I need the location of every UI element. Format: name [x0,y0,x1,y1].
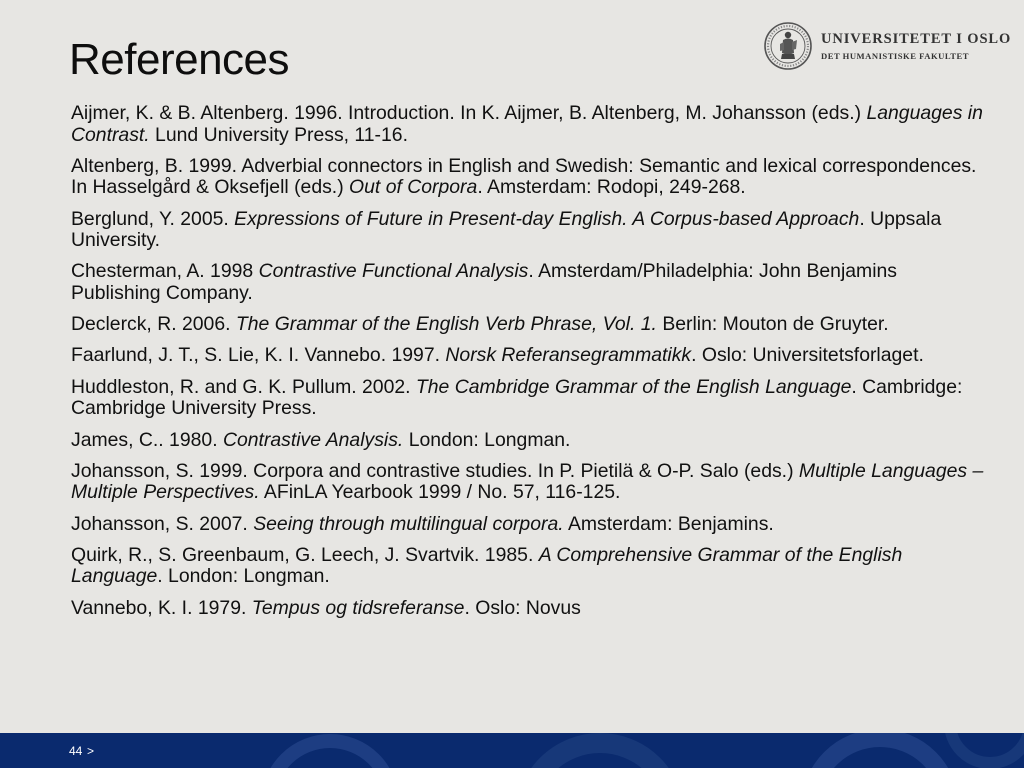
reference-text: Altenberg, B. 1999. Adverbial connectors in English and Swedish: Semantic and lexical correspondences. In Hasselgård & Oksefjell (eds.) [71,154,977,199]
footer-decoration [0,733,1024,768]
reference-text: London: Longman. [403,428,571,451]
reference-text: Johansson, S. 1999. Corpora and contrastive studies. In P. Pietilä & O-P. Salo (eds.) [71,459,799,482]
reference-work-title: The Cambridge Grammar of the English Language [415,375,852,398]
reference-text: Berglund, Y. 2005. [71,207,235,230]
page-number: 44 [69,744,83,758]
next-page-arrow[interactable]: > [87,744,95,758]
reference-text: James, C.. 1980. [71,428,223,451]
reference-work-title: Contrastive Functional Analysis [258,260,529,283]
reference-item [71,156,991,199]
reference-item [71,514,991,536]
reference-text: Quirk, R., S. Greenbaum, G. Leech, J. Svartvik. 1985. [71,543,539,566]
reference-item [71,103,991,146]
reference-item [71,377,991,420]
reference-work-title: Expressions of Future in Present-day English. A Corpus-based Approach [234,207,860,230]
reference-text: Faarlund, J. T., S. Lie, K. I. Vannebo. 1997. [71,344,446,367]
reference-item [71,209,991,252]
reference-list [71,103,991,629]
reference-item [71,430,991,452]
reference-text: . Oslo: Novus [464,596,581,619]
reference-text: Vannebo, K. I. 1979. [71,596,252,619]
university-seal-icon [763,20,813,72]
university-logo [763,20,1013,72]
reference-text: Amsterdam: Benjamins. [563,512,774,535]
reference-work-title: Languages in Contrast. [71,102,983,146]
reference-work-title: The Grammar of the English Verb Phrase, Vol. 1. [235,313,657,336]
reference-text: . Cambridge: Cambridge University Press. [71,375,963,420]
reference-text: . Oslo: Universitetsforlaget. [691,344,924,367]
reference-text: . Uppsala University. [71,207,942,252]
reference-item [71,461,991,504]
reference-text: . London: Longman. [157,565,330,588]
reference-item [71,345,991,367]
reference-text: Aijmer, K. & B. Altenberg. 1996. Introduction. In K. Aijmer, B. Altenberg, M. Johansson (eds.) [71,102,867,124]
reference-work-title: A Comprehensive Grammar of the English Language [71,543,903,588]
faculty-name: DET HUMANISTISKE FAKULTET [821,51,969,61]
reference-text: Berlin: Mouton de Gruyter. [656,313,889,336]
reference-text: Huddleston, R. and G. K. Pullum. 2002. [71,375,416,398]
reference-work-title: Tempus og tidsreferanse [251,596,465,619]
reference-work-title: Norsk Referansegrammatikk [445,344,692,367]
reference-work-title: Multiple Languages – Multiple Perspectives. [71,459,984,504]
page-title: References [69,35,290,84]
reference-text: . Amsterdam/Philadelphia: John Benjamins Publishing Company. [71,260,897,304]
reference-text: AFinLA Yearbook 1999 / No. 57, 116-125. [259,481,621,504]
university-name: UNIVERSITETET I OSLO [821,31,1012,47]
reference-text: . Amsterdam: Rodopi, 249-268. [477,176,746,199]
reference-work-title: Out of Corpora [349,176,478,199]
reference-work-title: Seeing through multilingual corpora. [253,512,564,535]
reference-text: Johansson, S. 2007. [71,512,254,535]
reference-text: Chesterman, A. 1998 [71,260,259,283]
reference-item [71,598,991,620]
reference-text: Lund University Press, 11-16. [149,123,408,146]
reference-item [71,314,991,336]
reference-work-title: Contrastive Analysis. [222,428,404,451]
footer-bar [0,733,1024,768]
reference-item [71,261,991,304]
reference-item [71,545,991,588]
reference-text: Declerck, R. 2006. [71,313,236,336]
